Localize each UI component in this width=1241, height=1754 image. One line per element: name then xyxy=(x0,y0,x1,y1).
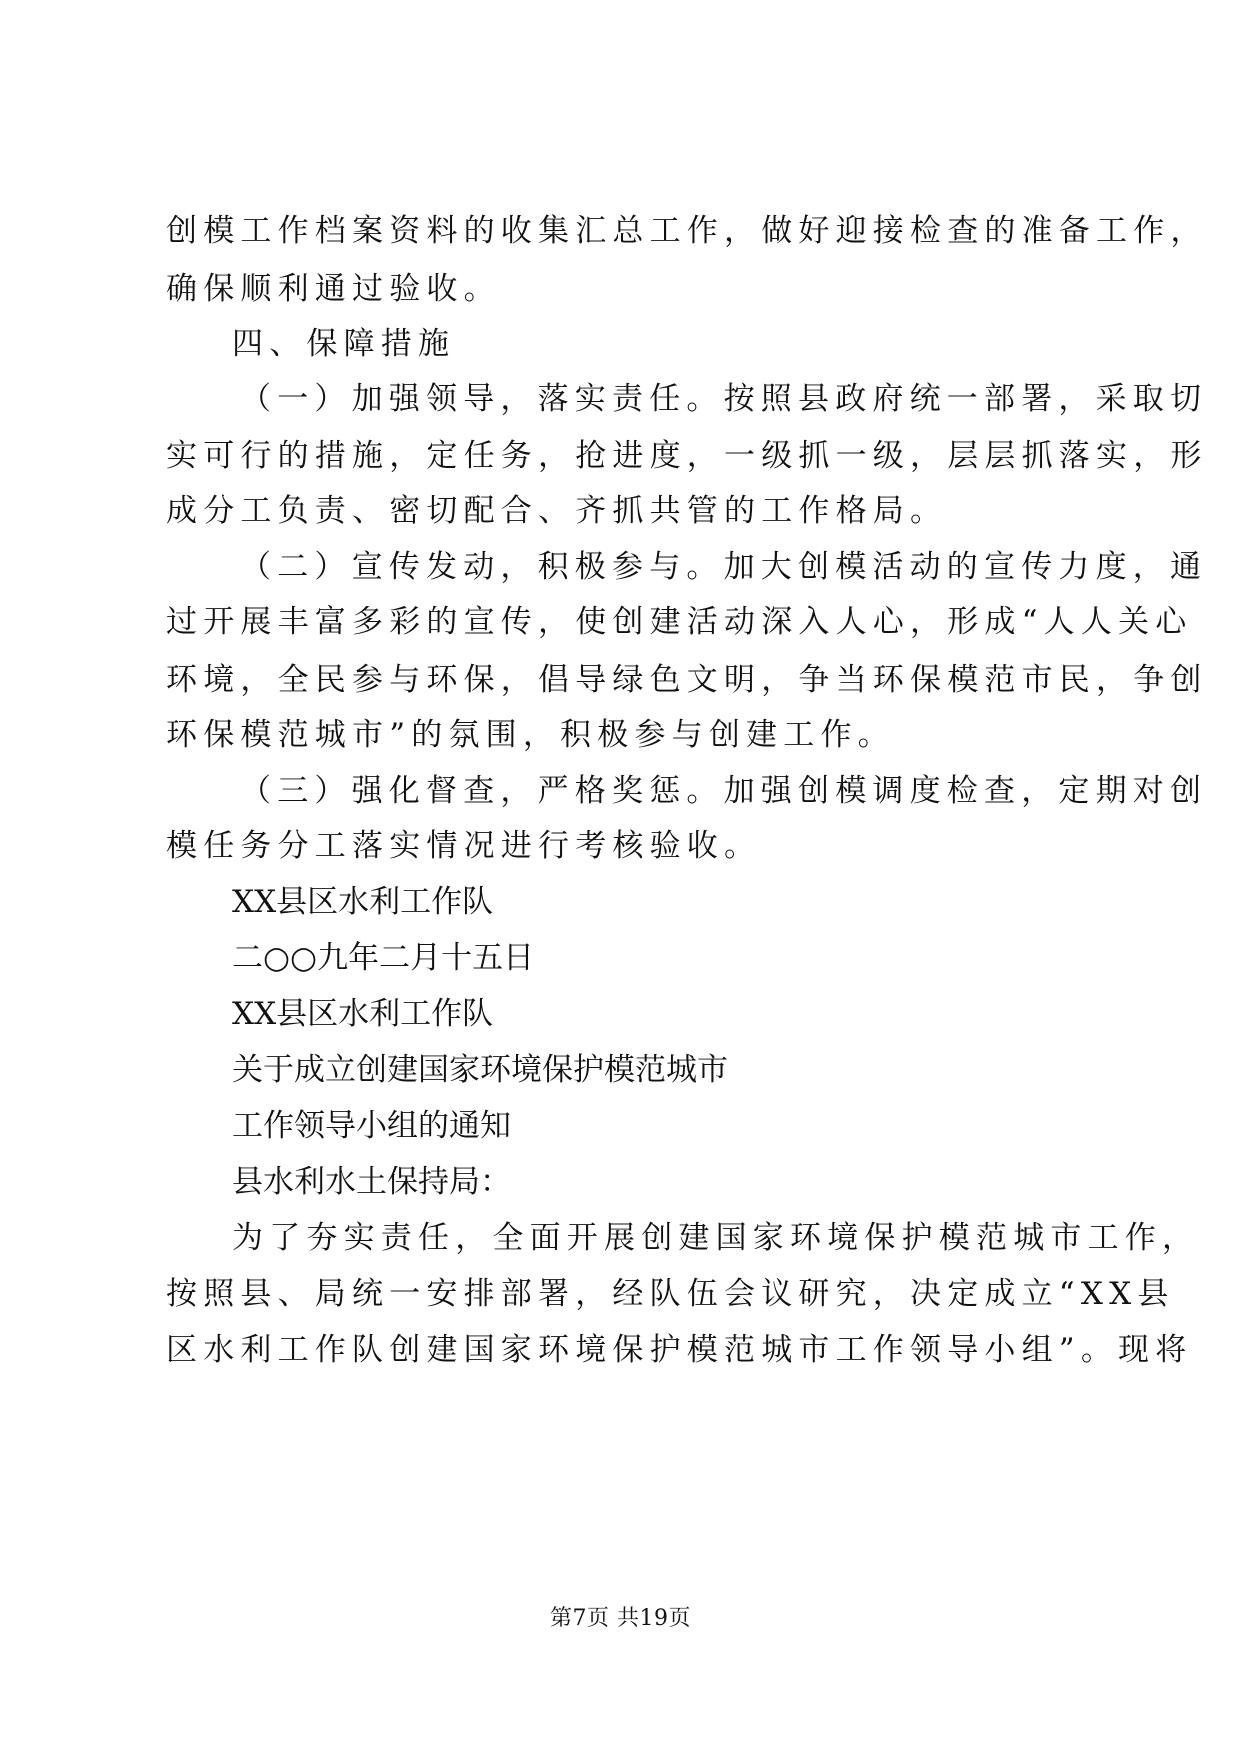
notice-title-line: 关于成立创建国家环境保护模范城市 xyxy=(232,1052,728,1088)
page-number: 第7页 共19页 xyxy=(550,1606,691,1631)
body-line: 创模工作档案资料的收集汇总工作，做好迎接检查的准备工作， xyxy=(166,213,1208,249)
body-line: 按照县、局统一安排部署，经队伍会议研究，决定成立“XX县 xyxy=(166,1276,1175,1312)
body-line: （二）宣传发动，积极参与。加大创模活动的宣传力度，通 xyxy=(240,549,1208,585)
body-line: 实可行的措施，定任务，抢进度，一级抓一级，层层抓落实，形 xyxy=(166,438,1208,474)
signature-org: XX县区水利工作队 xyxy=(232,884,494,920)
body-line: 确保顺利通过验收。 xyxy=(166,271,501,307)
body-line: 环保模范城市”的氛围，积极参与创建工作。 xyxy=(166,717,895,753)
issuing-org: XX县区水利工作队 xyxy=(232,996,494,1032)
body-line: 成分工负责、密切配合、齐抓共管的工作格局。 xyxy=(166,493,948,529)
body-line: 区水利工作队创建国家环境保护模范城市工作领导小组”。现将 xyxy=(166,1332,1193,1368)
body-line: 模任务分工落实情况进行考核验收。 xyxy=(166,828,762,864)
body-line: （一）加强领导，落实责任。按照县政府统一部署，采取切 xyxy=(240,381,1208,417)
signature-date: 二○○九年二月十五日 xyxy=(232,940,535,976)
section-heading: 四、保障措施 xyxy=(232,326,456,362)
recipient-line: 县水利水土保持局： xyxy=(232,1164,511,1200)
body-line: （三）强化督查，严格奖惩。加强创模调度检查，定期对创 xyxy=(240,773,1208,809)
body-line: 环境，全民参与环保，倡导绿色文明，争当环保模范市民，争创 xyxy=(166,662,1208,698)
notice-title-line: 工作领导小组的通知 xyxy=(232,1108,511,1144)
body-line: 过开展丰富多彩的宣传，使创建活动深入人心，形成“人人关心 xyxy=(166,604,1193,640)
body-line: 为了夯实责任，全面开展创建国家环境保护模范城市工作， xyxy=(232,1220,1200,1256)
